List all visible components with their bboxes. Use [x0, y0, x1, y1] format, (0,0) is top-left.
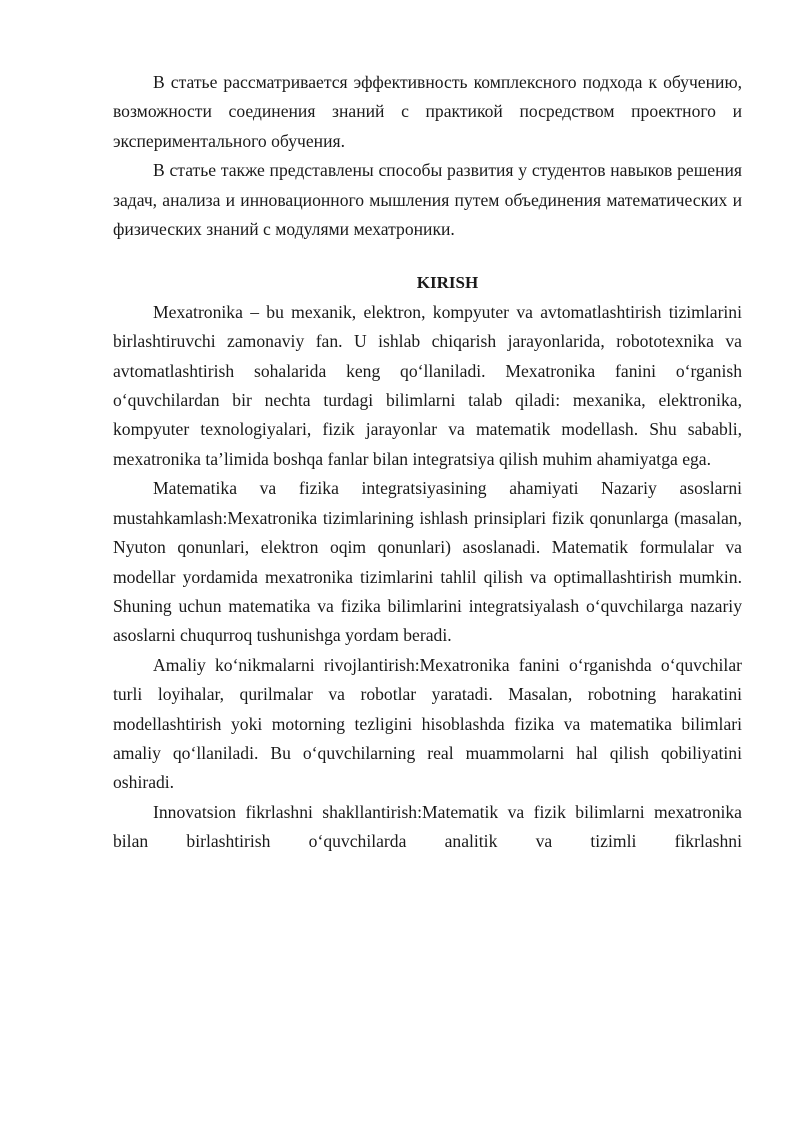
abstract-paragraph-2: В статье также представлены способы развития у студентов навыков решения задач, анализа и инновационного мышления путем объединения математических и физических знаний с модулями мехатроники.: [113, 160, 742, 240]
body-paragraph-3: Amaliy ko‘nikmalarni rivojlantirish:Mexatronika fanini o‘rganishda o‘quvchilar turli loyihalar, qurilmalar va robotlar yaratadi. Masalan, robotning harakatini modellashtirish yoki motorning tezligini hisoblashda fizika va matematika bilimlari amaliy qo‘llaniladi. Bu o‘quvchilarning real muammolarni hal qilish qobiliyatini oshiradi.: [113, 654, 742, 793]
body-paragraph-2: Matematika va fizika integratsiyasining ahamiyati Nazariy asoslarni mustahkamlash:Mexatronika tizimlarining ishlash prinsiplari fizik qonunlarga (masalan, Nyuton qonunlari, elektron oqim qonunlari) asoslanadi. Matematik formulalar va modellar yordamida mexatronika tizimlarini tahlil qilish va optimallashtirish mumkin. Shuning uchun matematika va fizika bilimlarini integratsiyalash o‘quvchilarga nazariy asoslarni chuqurroq tushunishga yordam beradi.: [113, 478, 742, 646]
body-paragraph-1: Mexatronika – bu mexanik, elektron, kompyuter va avtomatlashtirish tizimlarini birlashtiruvchi zamonaviy fan. U ishlab chiqarish jarayonlarida, robototexnika va avtomatlashtirish sohalarida keng qo‘llaniladi. Mexatronika fanini o‘rganish o‘quvchilardan bir nechta turdagi bilimlarni talab qiladi: mexanika, elektronika, kompyuter texnologiyalari, fizik jarayonlar va matematik modellash. Shu sababli, mexatronika ta’limida boshqa fanlar bilan integratsiya qilish muhim ahamiyatga ega.: [113, 301, 742, 469]
section-heading: KIRISH: [416, 273, 479, 293]
body-paragraph-4: Innovatsion fikrlashni shakllantirish:Matematik va fizik bilimlarni mexatronika bilan birlashtirish o‘quvchilarda analitik va tizimli fikrlashni: [113, 801, 742, 852]
abstract-paragraph-1: В статье рассматривается эффективность комплексного подхода к обучению, возможности соединения знаний с практикой посредством проектного и экспериментального обучения.: [113, 72, 742, 151]
document-page: [113, 68, 742, 857]
